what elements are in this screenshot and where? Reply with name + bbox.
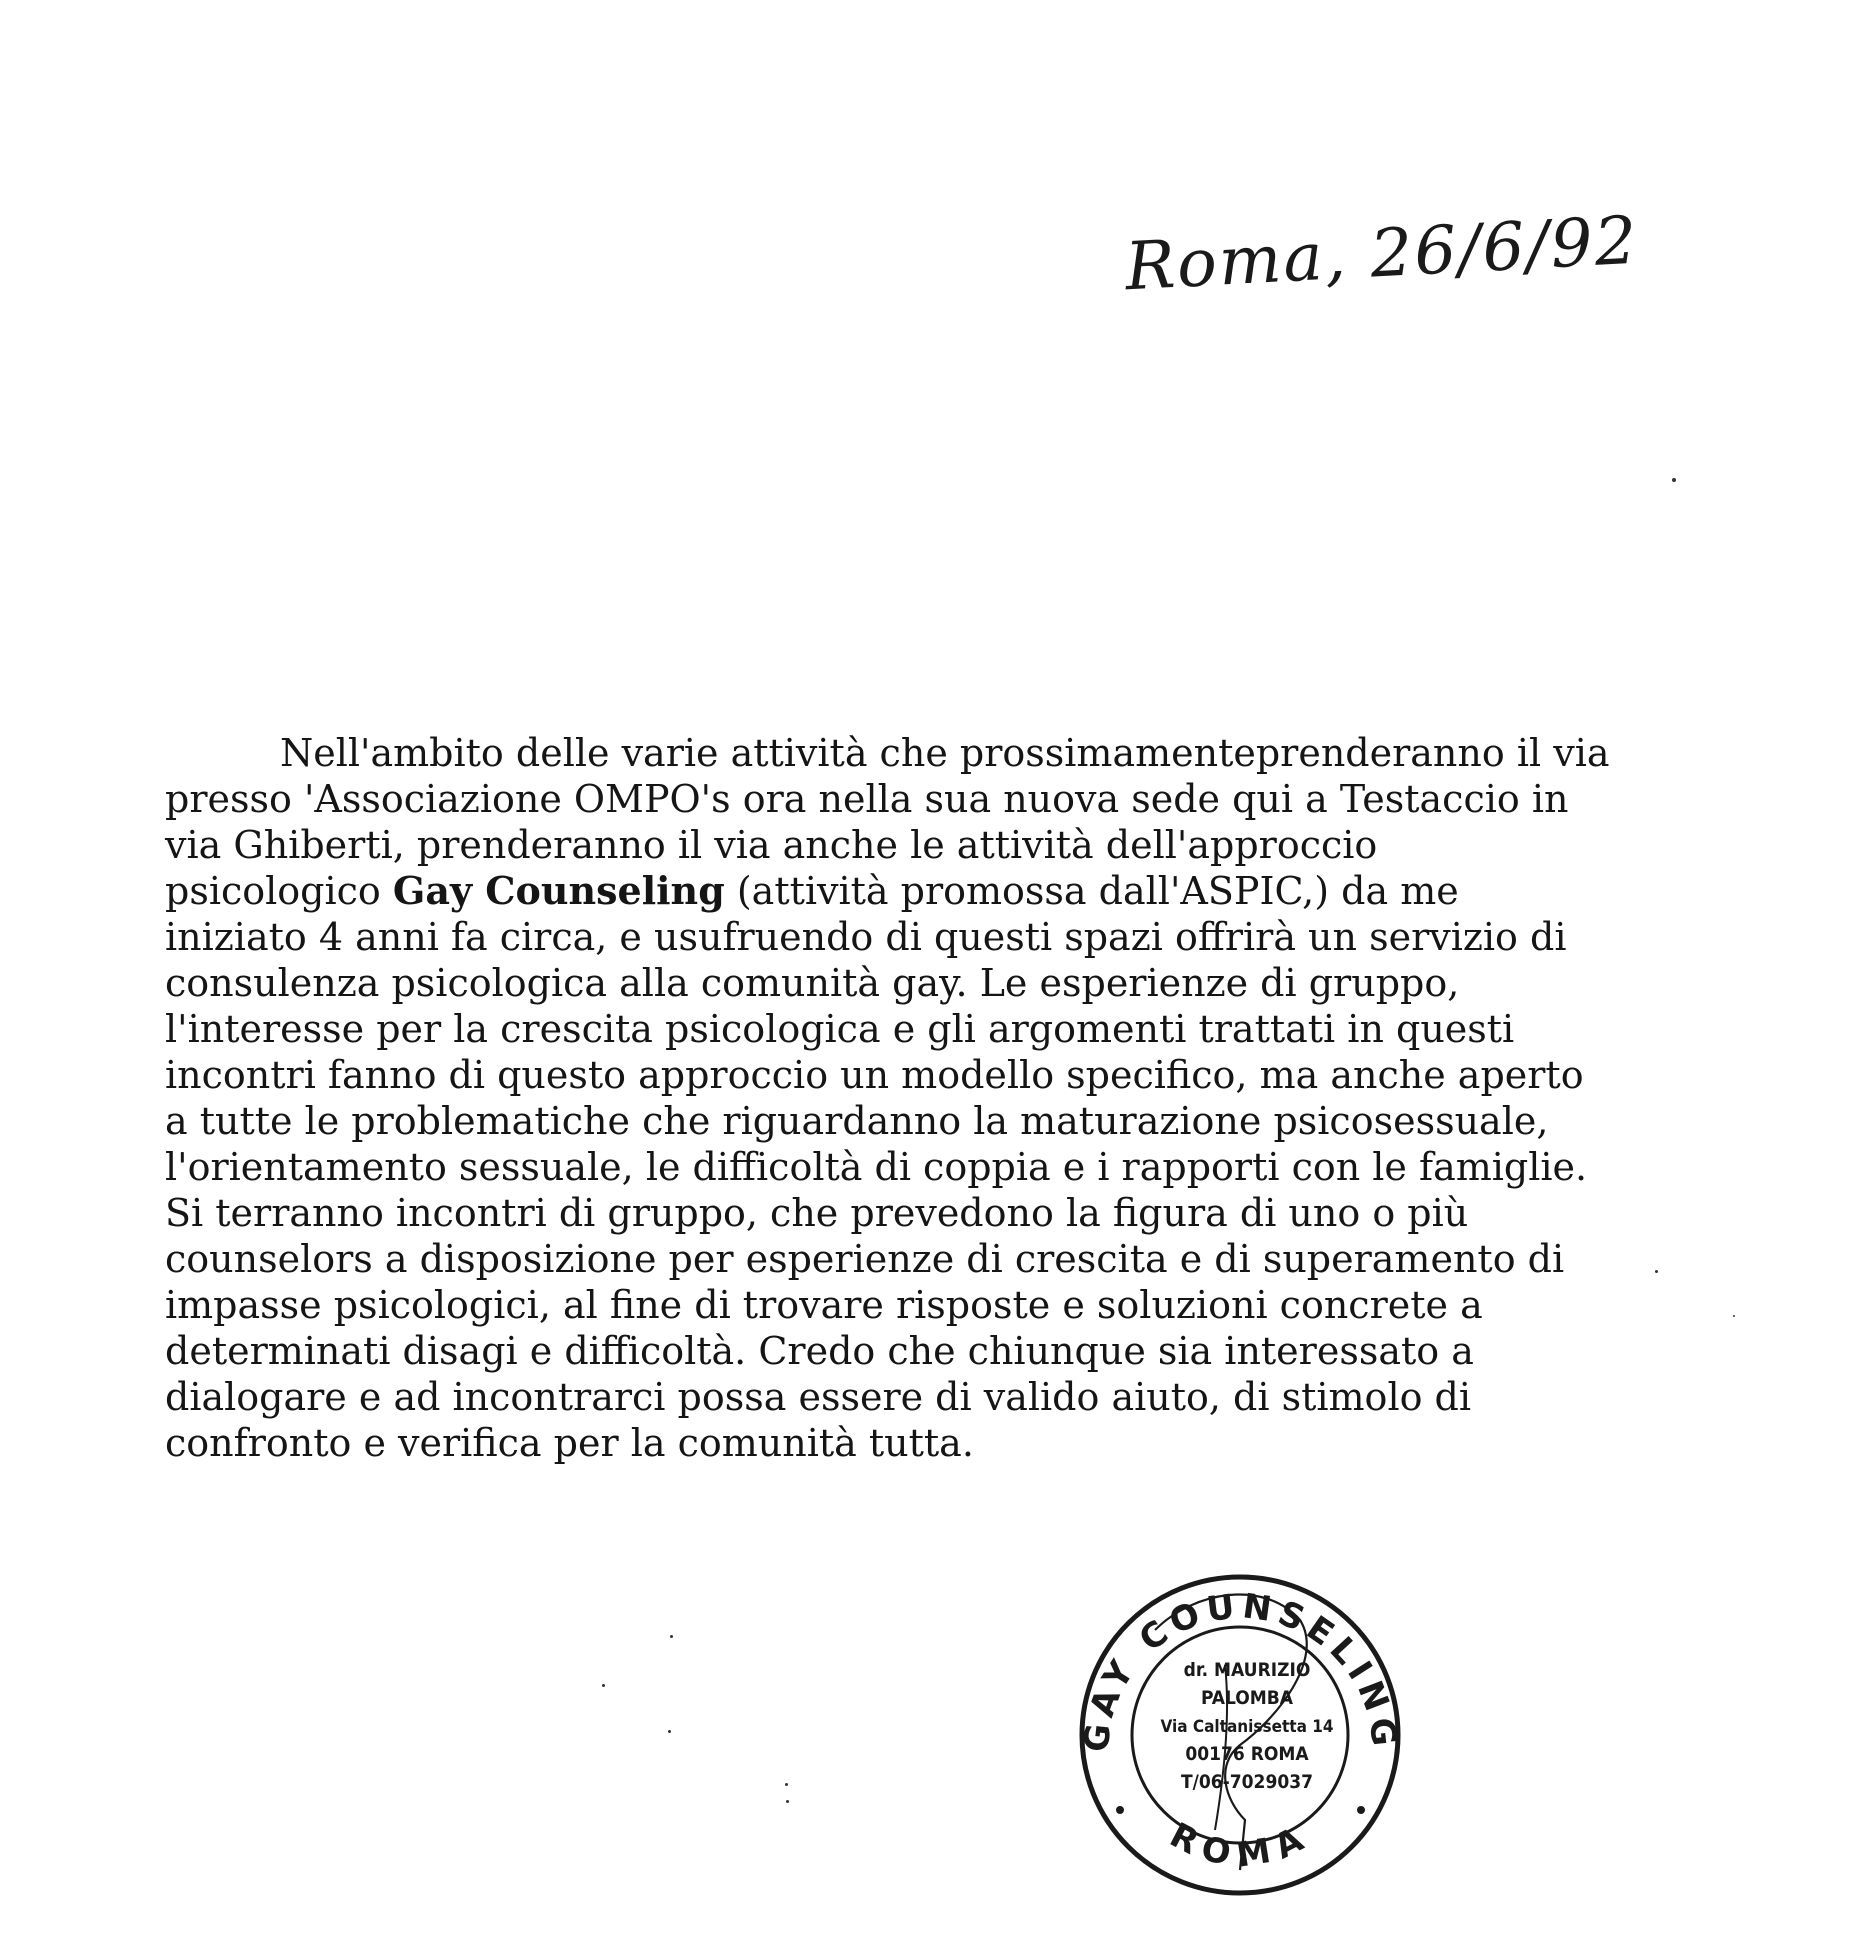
stamp-inner-line: Via Caltanissetta 14	[1160, 1717, 1334, 1737]
body-line-start: psicologico	[165, 869, 393, 913]
body-line-end: (attività promossa dall'ASPIC,) da me	[724, 869, 1459, 913]
body-line: iniziato 4 anni fa circa, e usufruendo di questi spazi offrirà un servizio di	[165, 915, 1567, 959]
stamp-inner-line: PALOMBA	[1200, 1687, 1294, 1709]
scan-speck	[1655, 1270, 1658, 1273]
body-line: presso 'Associazione OMPO's ora nella sua nuova sede qui a Testaccio in	[165, 777, 1569, 821]
body-line: l'orientamento sessuale, le difficoltà di coppia e i rapporti con le famiglie.	[165, 1145, 1588, 1189]
body-line: l'interesse per la crescita psicologica e gli argomenti trattati in questi	[165, 1007, 1515, 1051]
handwritten-date: Roma, 26/6/92	[1123, 201, 1641, 306]
body-line: consulenza psicologica alla comunità gay. Le esperienze di gruppo,	[165, 961, 1460, 1005]
body-line-mixed	[165, 868, 1735, 914]
rubber-stamp	[1075, 1570, 1405, 1900]
stamp-dot	[1116, 1806, 1124, 1814]
stamp-inner-line: 00176 ROMA	[1185, 1743, 1309, 1765]
scan-speck	[670, 1635, 673, 1638]
bold-phrase: Gay Counseling	[392, 868, 725, 913]
stamp-inner-line: T/06-7029037	[1180, 1771, 1314, 1793]
body-line: determinati disagi e difficoltà. Credo che chiunque sia interessato a	[165, 1329, 1474, 1373]
stamp-inner-line: dr. MAURIZIO	[1183, 1659, 1311, 1681]
scan-speck	[785, 1783, 788, 1786]
body-line: dialogare e ad incontrarci possa essere di valido aiuto, di stimolo di	[165, 1375, 1472, 1419]
body-line: Si terranno incontri di gruppo, che prevedono la figura di uno o più	[165, 1191, 1469, 1235]
stamp-bottom-text: ROMA	[1163, 1815, 1319, 1876]
scan-speck	[1733, 1315, 1735, 1317]
scan-speck	[786, 1800, 789, 1803]
body-line: impasse psicologici, al fine di trovare risposte e soluzioni concrete a	[165, 1283, 1483, 1327]
body-line: via Ghiberti, prenderanno il via anche le attività dell'approccio	[165, 823, 1378, 867]
body-line: confronto e verifica per la comunità tutta.	[165, 1421, 974, 1465]
letter-body	[165, 730, 1735, 1466]
body-line: Nell'ambito delle varie attività che prossimamenteprenderanno il via	[280, 731, 1610, 775]
scan-speck	[1672, 478, 1676, 482]
body-line: counselors a disposizione per esperienze di crescita e di superamento di	[165, 1237, 1565, 1281]
body-line: a tutte le problematiche che riguardanno la maturazione psicosessuale,	[165, 1099, 1549, 1143]
scan-speck	[668, 1730, 671, 1733]
stamp-outer-text: GAY COUNSELING	[1076, 1586, 1405, 1754]
scan-speck	[602, 1684, 605, 1687]
body-line: incontri fanno di questo approccio un modello specifico, ma anche aperto	[165, 1053, 1584, 1097]
stamp-dot	[1357, 1806, 1365, 1814]
